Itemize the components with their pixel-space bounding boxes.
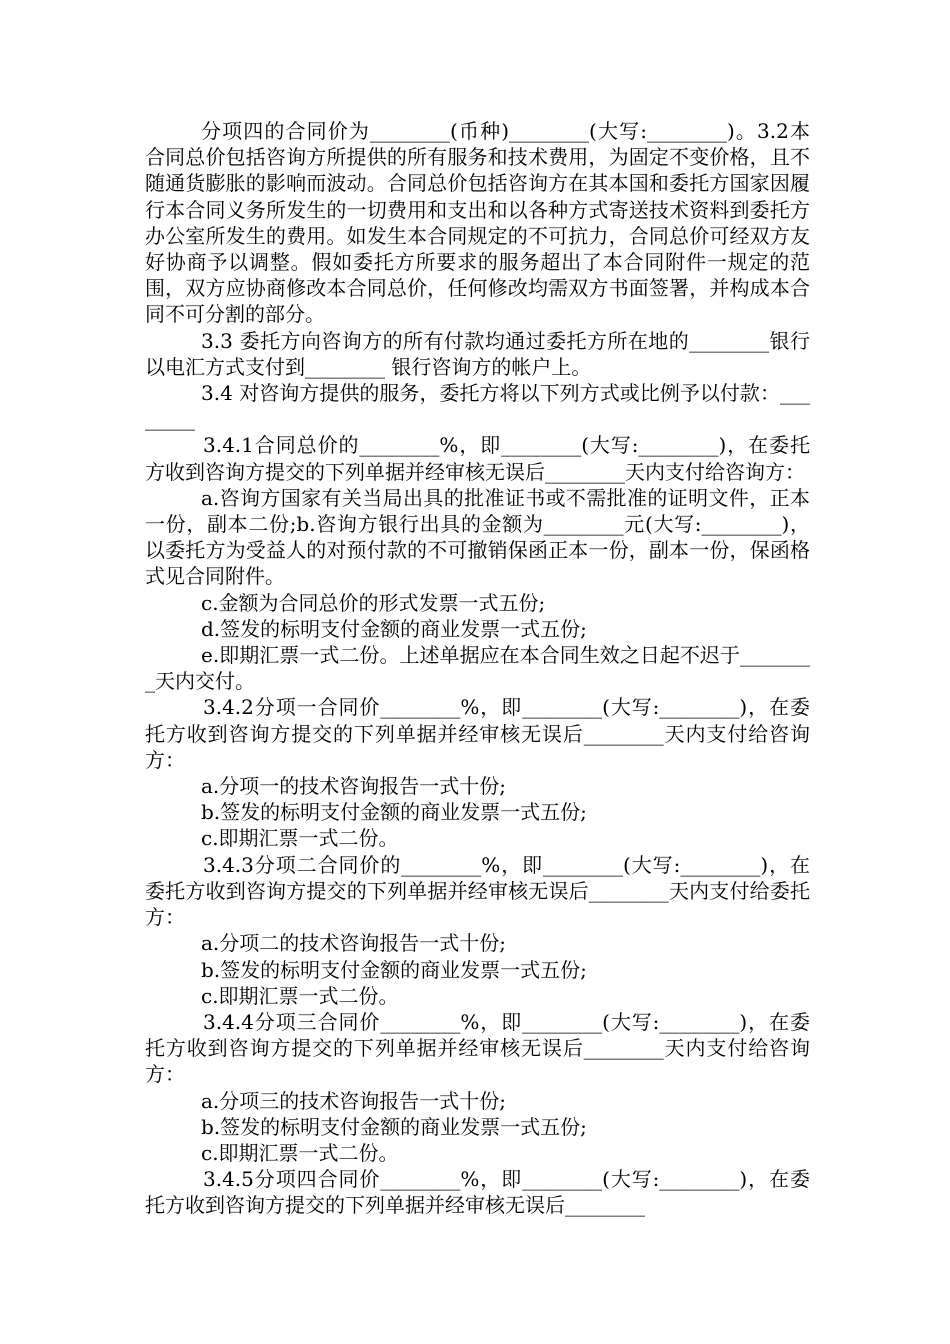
list-item-c: c.即期汇票一式二份。: [201, 826, 399, 851]
list-item-c: c.金额为合同总价的形式发票一式五份;: [201, 590, 546, 615]
paragraph-3-4-2: 3.4.2分项一合同价________%，即________(大写:________)，在委托方收到咨询方提交的下列单据并经审核无误后________天内支付给咨询方：: [145, 695, 810, 772]
list-item-d: d.签发的标明支付金额的商业发票一式五份;: [201, 616, 587, 641]
list-item-a: a.分项一的技术咨询报告一式十份;: [201, 774, 507, 799]
list-item-b: b.签发的标明支付金额的商业发票一式五份;: [201, 800, 587, 825]
list-item-a: a.分项二的技术咨询报告一式十份;: [201, 931, 507, 956]
paragraph-3-4-1: 3.4.1合同总价的________%，即________(大写:________)，在委托方收到咨询方提交的下列单据并经审核无误后________天内支付给咨询方：: [145, 433, 810, 484]
list-item-c: c.即期汇票一式二份。: [201, 983, 399, 1008]
list-item-b: b.签发的标明支付金额的商业发票一式五份;: [201, 1114, 587, 1139]
list-item-a: a.分项三的技术咨询报告一式十份;: [201, 1088, 507, 1113]
list-item-b: b.签发的标明支付金额的商业发票一式五份;: [201, 957, 587, 982]
paragraph-3-3: 3.3 委托方向咨询方的所有付款均通过委托方所在地的________银行以电汇方式支付到________ 银行咨询方的帐户上。: [145, 328, 810, 379]
paragraph-3-4: 3.4 对咨询方提供的服务，委托方将以下列方式或比例予以付款：________: [145, 381, 810, 432]
paragraph-3-4-3: 3.4.3分项二合同价的________%，即________(大写:________)，在委托方收到咨询方提交的下列单据并经审核无误后________天内支付给委托方：: [145, 852, 810, 930]
paragraph-contract-price: 分项四的合同价为________(币种)________(大写:________)。3.2本合同总价包括咨询方所提供的所有服务和技术费用，为固定不变价格，且不随通货膨胀的影响而波动。合同总价包括咨询方在其本国和委托方国家因履行本合同义务所发生的一切费用和支出和以各种方式寄送技术资料到委托方办公室所发生的费用。如发生本合同规定的不可抗力，合同总价可经双方友好协商予以调整。假如委托方所要求的服务超出了本合同附件一规定的范围，双方应协商修改本合同总价，任何修改均需双方书面签署，并构成本合同不可分割的部分。: [145, 119, 810, 327]
paragraph-3-4-4: 3.4.4分项三合同价________%，即________(大写:________)，在委托方收到咨询方提交的下列单据并经审核无误后________天内支付给咨询方：: [145, 1009, 810, 1087]
list-item-e: e.即期汇票一式二份。上述单据应在本合同生效之日起不迟于________天内交付。: [145, 643, 810, 694]
list-item-c: c.即期汇票一式二份。: [201, 1140, 399, 1165]
list-item-a-and-b: a.咨询方国家有关当局出具的批准证书或不需批准的证明文件，正本一份，副本二份;b.咨询方银行出具的金额为________元(大写:________)，以委托方为受益人的对预付款的不可撤销保函正本一份，副本一份，保函格式见合同附件。: [145, 485, 810, 589]
document-body: [145, 118, 810, 1219]
paragraph-3-4-5: 3.4.5分项四合同价________%，即________(大写:________)，在委托方收到咨询方提交的下列单据并经审核无误后________: [145, 1167, 810, 1218]
